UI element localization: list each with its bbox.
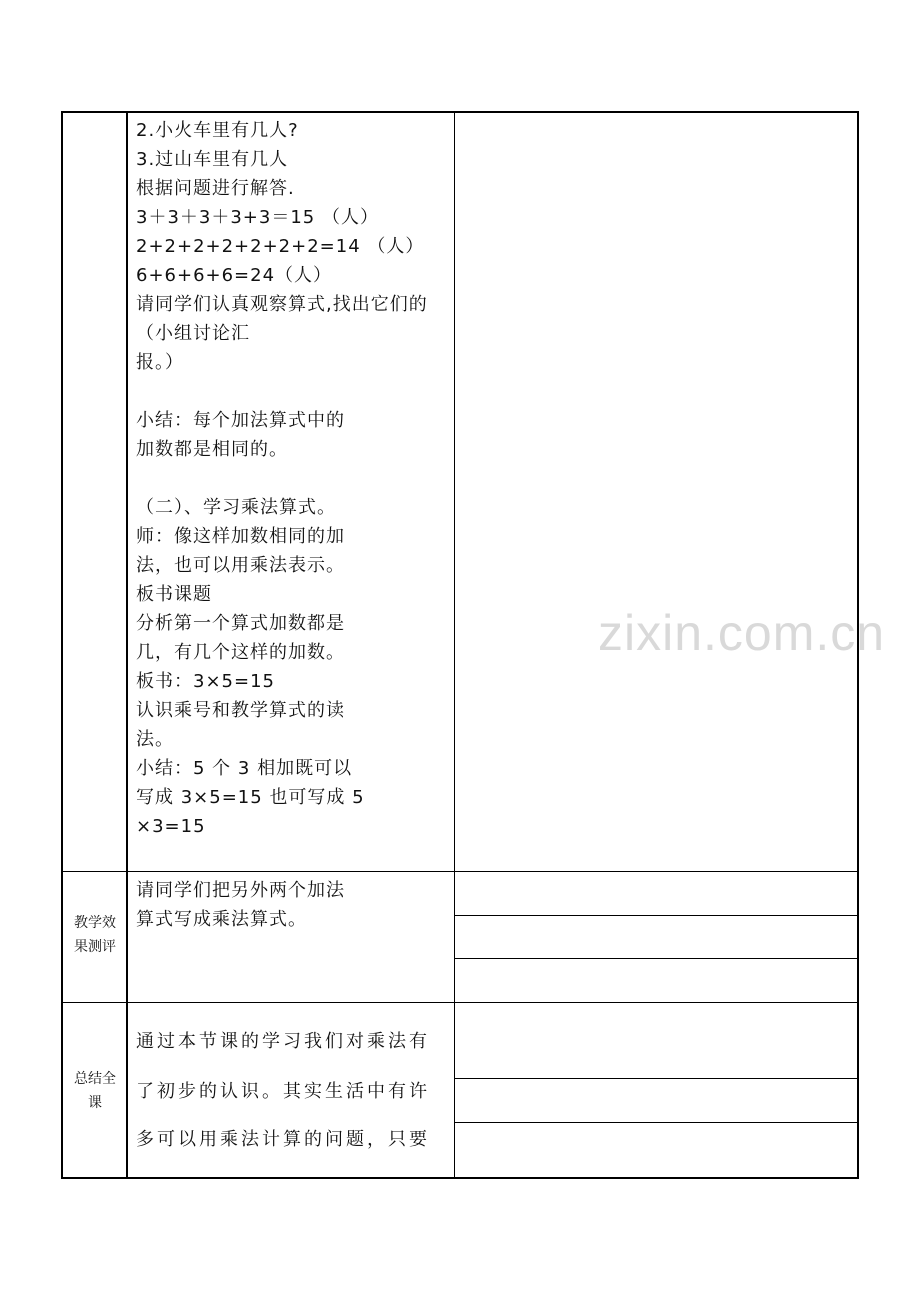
lesson-line: 板书：3×5=15 (136, 671, 275, 692)
label-column-divider (126, 111, 128, 1179)
table-top-border (61, 111, 859, 113)
notes-subdivider-4 (454, 1122, 858, 1123)
lesson-line: ×3=15 (136, 816, 206, 837)
lesson-line: 法，也可以用乘法表示。 (136, 555, 345, 576)
notes-subdivider-3 (454, 1078, 858, 1079)
table-bottom-border (61, 1177, 859, 1179)
lesson-line: 小结：5 个 3 相加既可以 (136, 758, 353, 779)
lesson-line: 6+6+6+6=24（人） (136, 265, 333, 286)
lesson-line: 写成 3×5=15 也可写成 5 (136, 787, 365, 808)
lesson-line: 几，有几个这样的加数。 (136, 642, 345, 663)
lesson-line: 报。） (136, 352, 184, 373)
summary-label-line2: 课 (88, 1095, 102, 1111)
notes-column-divider (454, 111, 455, 1179)
lesson-line: 法。 (136, 729, 174, 750)
evaluation-content-line2: 算式写成乘法算式。 (136, 909, 307, 930)
row-divider-1 (61, 871, 859, 872)
lesson-line: 请同学们认真观察算式,找出它们的 (136, 294, 428, 315)
summary-content-line3: 多可以用乘法计算的问题，只要 (136, 1129, 430, 1150)
evaluation-content-line1: 请同学们把另外两个加法 (136, 880, 345, 901)
evaluation-label-line1: 教学效 (74, 915, 116, 931)
lesson-line: 小结：每个加法算式中的 (136, 410, 345, 431)
summary-content-line1: 通过本节课的学习我们对乘法有 (136, 1031, 430, 1052)
lesson-line: 3.过山车里有几人 (136, 149, 289, 170)
lesson-line: 2+2+2+2+2+2+2=14 （人） (136, 236, 425, 257)
table-left-border (61, 111, 63, 1179)
watermark-text: zixin.com.cn (598, 605, 886, 661)
lesson-line: （小组讨论汇 (136, 323, 250, 344)
lesson-line: 板书课题 (136, 584, 212, 605)
summary-label-line1: 总结全 (74, 1071, 116, 1087)
section-heading: （二）、学习乘法算式。 (136, 497, 336, 518)
lesson-line: 根据问题进行解答. (136, 178, 295, 199)
summary-content-line2: 了初步的认识。其实生活中有许 (136, 1081, 430, 1102)
row-divider-2 (61, 1002, 859, 1003)
lesson-line: 认识乘号和教学算式的读 (136, 700, 345, 721)
evaluation-label-line2: 果测评 (74, 939, 116, 955)
lesson-line: 分析第一个算式加数都是 (136, 613, 345, 634)
lesson-line: 3＋3＋3＋3+3＝15 （人） (136, 207, 379, 228)
notes-subdivider-2 (454, 958, 858, 959)
lesson-line: 加数都是相同的。 (136, 439, 288, 460)
notes-subdivider-1 (454, 915, 858, 916)
lesson-line: 2.小火车里有几人? (136, 120, 299, 141)
lesson-line: 师：像这样加数相同的加 (136, 526, 345, 547)
